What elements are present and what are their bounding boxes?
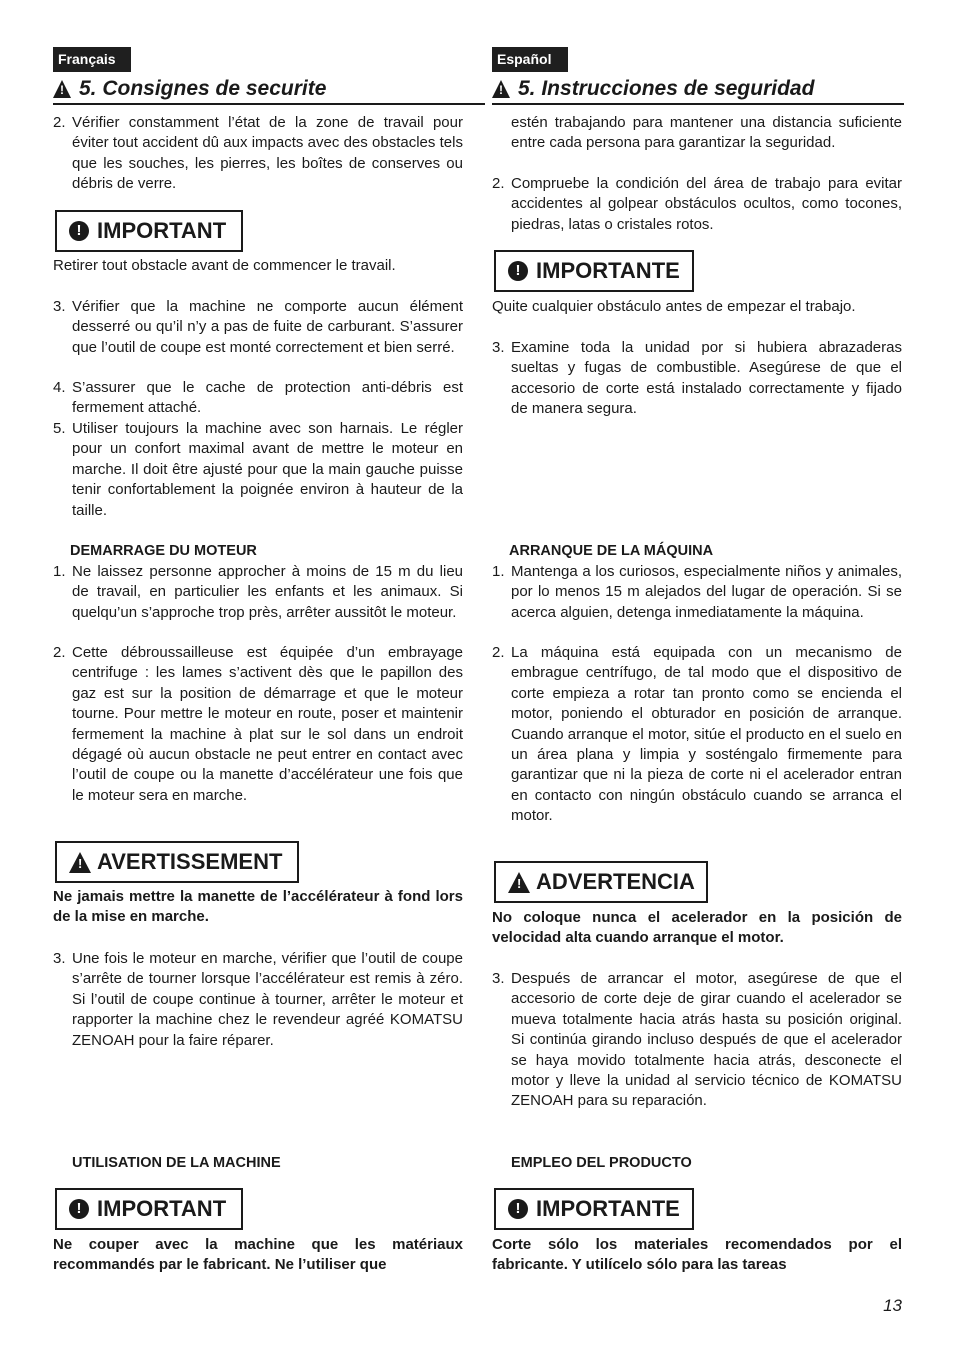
subheading: DEMARRAGE DU MOTEUR xyxy=(70,543,257,559)
list-item: 3. Después de arrancar el motor, asegúrese de que el accesorio de corte deje de girar cuando el acelerador se mueva totalmente hacia atrás hasta su posición original. Si continúa girando incluso después de que el acelerador se haya movido totalmente hacia atrás, desconecte el motor y lleve la unidad al servicio técnico de KOMATSU ZENOAH para su reparación. xyxy=(492,970,902,1110)
list-item: 2. Compruebe la condición del área de trabajo para evitar accidentes al golpear obstáculos ocultos, como tocones, piedras, latas o cristales rotos. xyxy=(492,175,902,233)
warning-triangle-icon xyxy=(508,872,530,893)
list-item: 2. Vérifier constamment l’état de la zone de travail pour éviter tout accident dû aux impacts avec des obstacles tels que les souches, les pierres, les boîtes de conserves ou débris de verre. xyxy=(53,114,463,193)
section-title-text: 5. Instrucciones de seguridad xyxy=(518,77,815,100)
notice-text: Quite cualquier obstáculo antes de empezar el trabajo. xyxy=(492,298,856,315)
language-tag: Français xyxy=(53,47,131,72)
section-title xyxy=(492,76,814,102)
list-item: 5. Utiliser toujours la machine avec son harnais. Le régler pour un confort maximal avant de mettre le moteur en marche. Il doit être ajusté pour que la main gauche puisse tenir confortablement la poignée environ à hauteur de la taille. xyxy=(53,420,463,519)
notice-label: IMPORTANTE xyxy=(536,257,680,283)
notice-text: Corte sólo los materiales recomendados por el fabricante. Y utilícelo sólo para las tareas xyxy=(492,1236,902,1274)
notice-text: Ne couper avec la machine que les matériaux recommandés par le fabricant. Ne l’utiliser que xyxy=(53,1236,463,1274)
important-notice xyxy=(494,250,694,292)
list-item: 2. Cette débroussailleuse est équipée d’un embrayage centrifuge : les lames s’activent dès que le papillon des gaz est sur la position de démarrage et que le moteur tourne. Pour mettre le moteur en route, poser et maintenir fermement la machine à plat sur le sol dans un endroit dégagé où aucun obstacle ne peut entrer en contact avec l’outil de coupe ou la manette d’accélérateur une fois que le moteur sera en marche. xyxy=(53,644,463,804)
section-title xyxy=(53,76,326,102)
title-rule xyxy=(492,103,904,105)
list-item: 3. Une fois le moteur en marche, vérifier que l’outil de coupe s’arrête de tourner lorsque l’accélérateur est remis à zéro. Si l’outil de coupe continue à tourner, arrêter le moteur et rapporter la machine chez le revendeur agréé KOMATSU ZENOAH pour la faire réparer. xyxy=(53,950,463,1049)
notice-label: IMPORTANT xyxy=(97,1195,227,1221)
continued-text: estén trabajando para mantener una distancia suficiente entre cada persona para garantizar la seguridad. xyxy=(511,114,902,152)
subheading: ARRANQUE DE LA MÁQUINA xyxy=(509,543,714,559)
notice-text: Retirer tout obstacle avant de commencer le travail. xyxy=(53,257,396,274)
list-item: 2. La máquina está equipada con un mecanismo de embrague centrífugo, de tal modo que el dispositivo de corte empieza a rotar tan pronto como se encienda el motor, poniendo el obturador en posición de arranque. Cuando arranque el motor, sitúe el producto en el suelo en un área plana y limpia y sosténgalo firmemente para garantizar que ni la pieza de corte ni el acelerador entran en contacto con ningún obstáculo cuando se arranca el motor. xyxy=(492,644,902,825)
exclamation-icon: ! xyxy=(508,1199,528,1219)
notice-label: IMPORTANT xyxy=(97,217,227,243)
notice-label: AVERTISSEMENT xyxy=(97,848,283,874)
language-tag: Español xyxy=(492,47,568,72)
warning-notice xyxy=(55,841,299,883)
list-item: 1. Mantenga a los curiosos, especialmente niños y animales, por lo menos 15 m alejados del lugar de operación. Si se acerca alguien, detenga inmediatamente la máquina. xyxy=(492,563,902,621)
exclamation-icon: ! xyxy=(508,261,528,281)
notice-label: IMPORTANTE xyxy=(536,1195,680,1221)
important-notice xyxy=(55,1188,243,1230)
subheading: UTILISATION DE LA MACHINE xyxy=(72,1155,281,1171)
page-number: 13 xyxy=(883,1296,902,1315)
exclamation-icon: ! xyxy=(69,221,89,241)
list-item: 3. Examine toda la unidad por si hubiera abrazaderas sueltas y fugas de combustible. Asegúrese de que el accesorio de corte está instalado correctamente y fijado de manera segura. xyxy=(492,339,902,418)
exclamation-icon: ! xyxy=(69,1199,89,1219)
warning-triangle-icon xyxy=(492,80,510,98)
warning-notice xyxy=(494,861,708,903)
warning-triangle-icon xyxy=(69,852,91,873)
important-notice xyxy=(55,210,243,252)
list-item: 4. S’assurer que le cache de protection anti-débris est fermement attaché. xyxy=(53,379,463,417)
section-title-text: 5. Consignes de securite xyxy=(79,77,327,100)
warning-triangle-icon xyxy=(53,80,71,98)
notice-label: ADVERTENCIA xyxy=(536,868,695,894)
subheading: EMPLEO DEL PRODUCTO xyxy=(511,1155,692,1171)
list-item: 3. Vérifier que la machine ne comporte aucun élément desserré ou qu’il n’y a pas de fuite de carburant. S’assurer que l’outil de coupe est monté correctement et bien serré. xyxy=(53,298,463,356)
important-notice xyxy=(494,1188,694,1230)
notice-text: No coloque nunca el acelerador en la posición de velocidad alta cuando arranque el motor. xyxy=(492,909,902,947)
notice-text: Ne jamais mettre la manette de l’accélérateur à fond lors de la mise en marche. xyxy=(53,888,463,926)
title-rule xyxy=(53,103,485,105)
list-item: 1. Ne laissez personne approcher à moins de 15 m du lieu de travail, en particulier les enfants et les animaux. Si quelqu’un s’approche trop près, arrêter aussitôt le moteur. xyxy=(53,563,463,621)
